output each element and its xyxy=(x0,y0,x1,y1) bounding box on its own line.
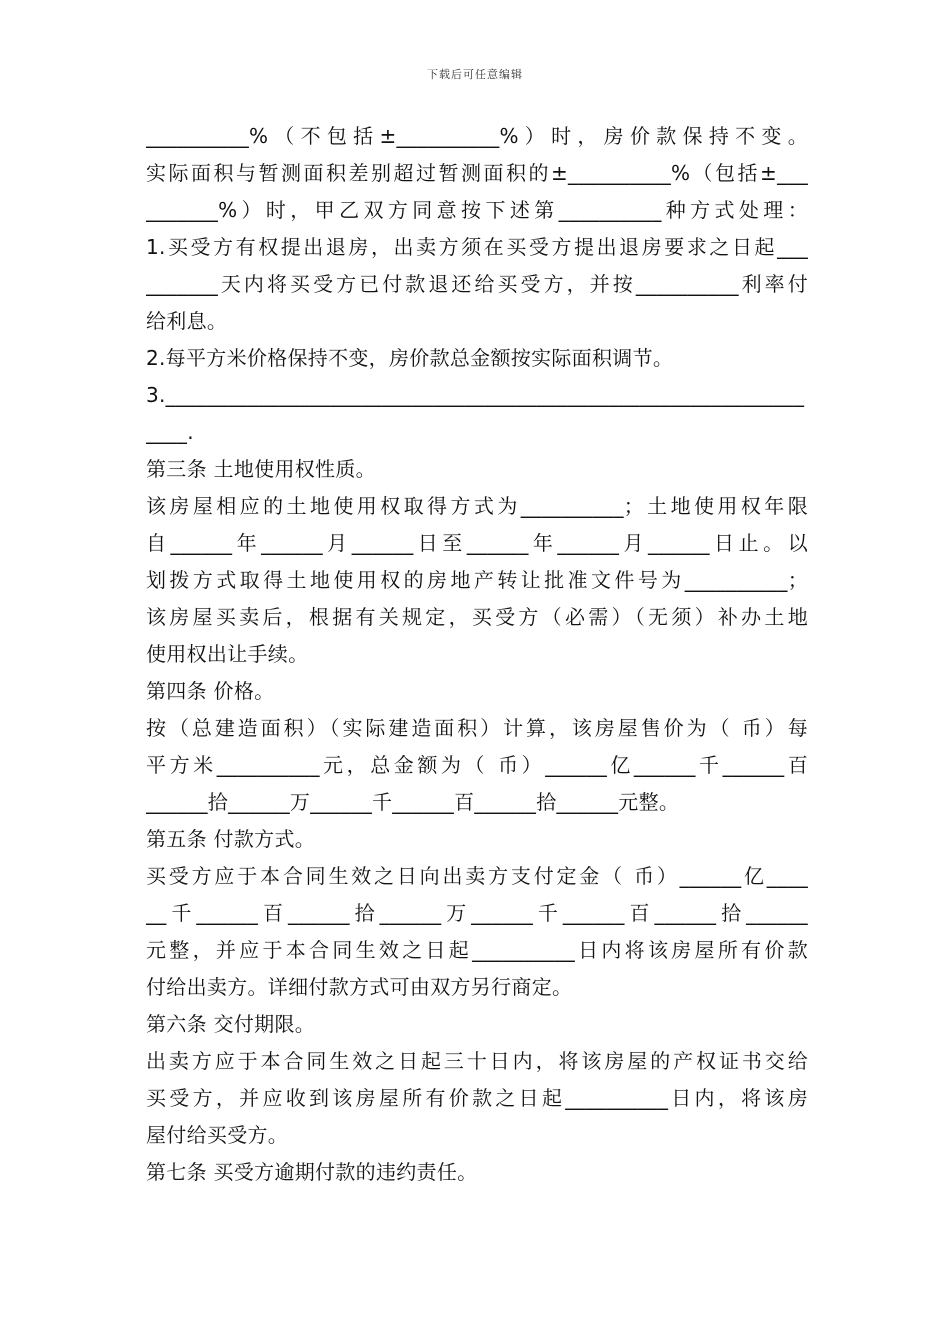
section-heading: 第六条 交付期限。 xyxy=(146,1012,316,1036)
text-line: _______天内将买受方已付款退还给买受方，并按__________利率付 xyxy=(146,272,808,296)
text-line: __________%（不包括±__________%）时，房价款保持不变。 xyxy=(146,124,808,148)
section-heading: 第四条 价格。 xyxy=(146,679,275,703)
document-body xyxy=(146,118,808,1191)
section-heading: 第七条 买受方逾期付款的违约责任。 xyxy=(146,1160,478,1184)
text-line: 该房屋相应的土地使用权取得方式为__________；土地使用权年限 xyxy=(146,494,808,518)
text-line: 付给出卖方。详细付款方式可由双方另行商定。 xyxy=(146,975,573,999)
text-line: 自______年______月______日至______年______月______日止。以 xyxy=(146,531,808,555)
text-line: 元整，并应于本合同生效之日起__________日内将该房屋所有价款 xyxy=(146,938,808,962)
text-line: __千______百______拾______万______千______百______拾______ xyxy=(146,901,808,925)
text-line: 屋付给买受方。 xyxy=(146,1123,289,1147)
text-line: 划拨方式取得土地使用权的房地产转让批准文件号为__________； xyxy=(146,568,808,592)
text-line: 买受方应于本合同生效之日向出卖方支付定金（ 币）______亿____ xyxy=(146,864,808,888)
text-line: 该房屋买卖后，根据有关规定，买受方（必需）（无须）补办土地 xyxy=(146,605,808,629)
text-line: 实际面积与暂测面积差别超过暂测面积的±__________%（包括±___ xyxy=(146,161,808,185)
text-line: ______拾______万______千______百______拾______元整。 xyxy=(146,790,680,814)
text-line: 2.每平方米价格保持不变，房价款总金额按实际面积调节。 xyxy=(146,346,674,370)
text-line: 给利息。 xyxy=(146,309,228,333)
text-line: 3.______________________________________________________________ xyxy=(146,383,805,407)
page-header-note: 下载后可任意编辑 xyxy=(427,68,523,81)
text-line: _______%）时，甲乙双方同意按下述第__________种方式处理： xyxy=(146,198,808,222)
text-line: 按（总建造面积）（实际建造面积）计算，该房屋售价为（ 币）每 xyxy=(146,716,808,740)
section-heading: 第三条 土地使用权性质。 xyxy=(146,457,376,481)
text-line: ____. xyxy=(146,420,194,444)
text-line: 买受方，并应收到该房屋所有价款之日起__________日内，将该房 xyxy=(146,1086,808,1110)
text-line: 出卖方应于本合同生效之日起三十日内，将该房屋的产权证书交给 xyxy=(146,1049,808,1073)
text-line: 使用权出让手续。 xyxy=(146,642,309,666)
text-line: 平方米__________元，总金额为（ 币）______亿______千______百 xyxy=(146,753,808,777)
text-line: 1.买受方有权提出退房，出卖方须在买受方提出退房要求之日起___ xyxy=(146,235,808,259)
section-heading: 第五条 付款方式。 xyxy=(146,827,316,851)
